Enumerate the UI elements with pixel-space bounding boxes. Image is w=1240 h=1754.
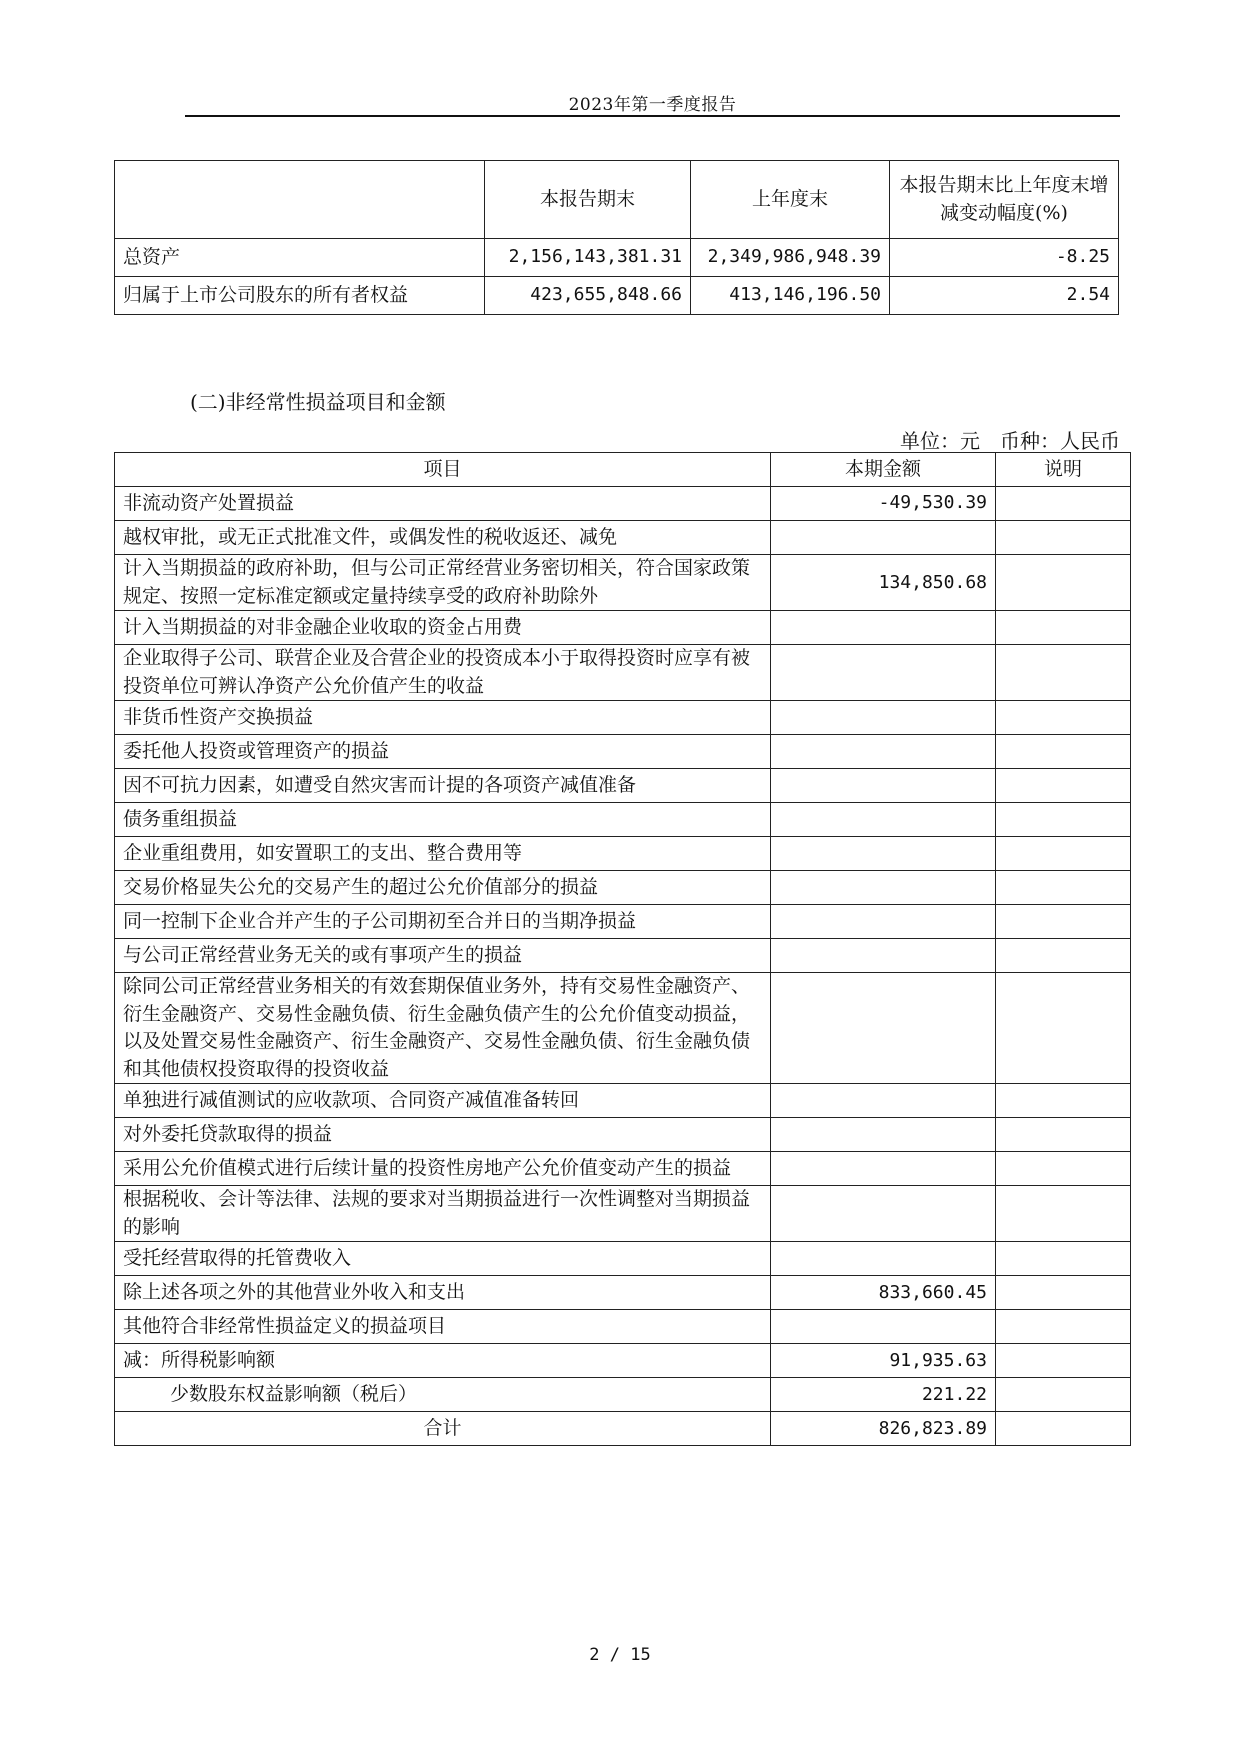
row-note <box>996 871 1131 905</box>
row-amount: 134,850.68 <box>771 555 996 611</box>
row-note <box>996 611 1131 645</box>
balance-row <box>115 239 1119 277</box>
row-amount <box>771 735 996 769</box>
balance-header-prior: 上年度末 <box>691 161 890 239</box>
table-row <box>115 1276 1131 1310</box>
row-amount <box>771 837 996 871</box>
row-item: 采用公允价值模式进行后续计量的投资性房地产公允价值变动产生的损益 <box>115 1152 771 1186</box>
row-note <box>996 905 1131 939</box>
balance-label: 总资产 <box>115 239 485 277</box>
balance-label: 归属于上市公司股东的所有者权益 <box>115 277 485 315</box>
row-amount: -49,530.39 <box>771 487 996 521</box>
row-item: 非货币性资产交换损益 <box>115 701 771 735</box>
row-item: 其他符合非经常性损益定义的损益项目 <box>115 1310 771 1344</box>
balance-header-change: 本报告期末比上年度末增减变动幅度(%) <box>890 161 1119 239</box>
row-amount <box>771 1310 996 1344</box>
table-row <box>115 487 1131 521</box>
currency-unit: 单位：元 币种：人民币 <box>900 429 1120 453</box>
row-note <box>996 1186 1131 1242</box>
row-amount <box>771 1186 996 1242</box>
report-title: 2023年第一季度报告 <box>568 95 737 115</box>
row-item: 对外委托贷款取得的损益 <box>115 1118 771 1152</box>
table-row <box>115 803 1131 837</box>
row-amount <box>771 769 996 803</box>
nonrecurring-header-row <box>115 453 1131 487</box>
table-row <box>115 611 1131 645</box>
row-note <box>996 1412 1131 1446</box>
header-item: 项目 <box>115 453 771 487</box>
table-row <box>115 905 1131 939</box>
row-item: 同一控制下企业合并产生的子公司期初至合并日的当期净损益 <box>115 905 771 939</box>
row-amount <box>771 803 996 837</box>
table-row <box>115 1084 1131 1118</box>
row-amount: 826,823.89 <box>771 1412 996 1446</box>
row-amount <box>771 1118 996 1152</box>
row-amount <box>771 701 996 735</box>
row-note <box>996 1344 1131 1378</box>
table-row <box>115 1118 1131 1152</box>
row-amount <box>771 521 996 555</box>
row-item: 企业重组费用，如安置职工的支出、整合费用等 <box>115 837 771 871</box>
row-amount <box>771 1152 996 1186</box>
balance-current: 423,655,848.66 <box>485 277 691 315</box>
row-item: 委托他人投资或管理资产的损益 <box>115 735 771 769</box>
row-note <box>996 1084 1131 1118</box>
row-note <box>996 1118 1131 1152</box>
row-item: 与公司正常经营业务无关的或有事项产生的损益 <box>115 939 771 973</box>
table-row <box>115 521 1131 555</box>
row-note <box>996 645 1131 701</box>
row-note <box>996 1152 1131 1186</box>
section-heading: (二)非经常性损益项目和金额 <box>190 390 446 414</box>
row-note <box>996 837 1131 871</box>
balance-table <box>114 160 1119 315</box>
row-amount <box>771 973 996 1084</box>
row-item: 少数股东权益影响额（税后） <box>115 1378 771 1412</box>
row-item: 非流动资产处置损益 <box>115 487 771 521</box>
row-amount: 221.22 <box>771 1378 996 1412</box>
nonrecurring-table <box>114 452 1131 1446</box>
row-amount <box>771 1242 996 1276</box>
row-item: 受托经营取得的托管费收入 <box>115 1242 771 1276</box>
row-amount <box>771 611 996 645</box>
row-amount <box>771 905 996 939</box>
row-note <box>996 1242 1131 1276</box>
table-row <box>115 769 1131 803</box>
table-row <box>115 701 1131 735</box>
balance-current: 2,156,143,381.31 <box>485 239 691 277</box>
row-amount <box>771 645 996 701</box>
table-row <box>115 871 1131 905</box>
balance-row <box>115 277 1119 315</box>
balance-header-row <box>115 161 1119 239</box>
row-amount: 833,660.45 <box>771 1276 996 1310</box>
row-item: 合计 <box>115 1412 771 1446</box>
table-row <box>115 1186 1131 1242</box>
table-row <box>115 645 1131 701</box>
row-note <box>996 1378 1131 1412</box>
row-item: 根据税收、会计等法律、法规的要求对当期损益进行一次性调整对当期损益的影响 <box>115 1186 771 1242</box>
row-item: 越权审批，或无正式批准文件，或偶发性的税收返还、减免 <box>115 521 771 555</box>
table-row <box>115 1310 1131 1344</box>
balance-change: 2.54 <box>890 277 1119 315</box>
row-item: 单独进行减值测试的应收款项、合同资产减值准备转回 <box>115 1084 771 1118</box>
page-number: 2 / 15 <box>589 1645 651 1665</box>
row-note <box>996 701 1131 735</box>
table-row <box>115 735 1131 769</box>
table-row <box>115 973 1131 1084</box>
row-note <box>996 1276 1131 1310</box>
balance-change: -8.25 <box>890 239 1119 277</box>
table-row <box>115 1344 1131 1378</box>
table-row <box>115 837 1131 871</box>
balance-prior: 2,349,986,948.39 <box>691 239 890 277</box>
row-item: 计入当期损益的对非金融企业收取的资金占用费 <box>115 611 771 645</box>
table-row <box>115 1242 1131 1276</box>
header-note: 说明 <box>996 453 1131 487</box>
row-note <box>996 487 1131 521</box>
table-row <box>115 1412 1131 1446</box>
row-note <box>996 973 1131 1084</box>
row-note <box>996 939 1131 973</box>
row-amount <box>771 871 996 905</box>
table-row <box>115 555 1131 611</box>
row-amount <box>771 939 996 973</box>
row-note <box>996 803 1131 837</box>
row-item: 交易价格显失公允的交易产生的超过公允价值部分的损益 <box>115 871 771 905</box>
row-note <box>996 735 1131 769</box>
balance-prior: 413,146,196.50 <box>691 277 890 315</box>
balance-header-current: 本报告期末 <box>485 161 691 239</box>
row-item: 企业取得子公司、联营企业及合营企业的投资成本小于取得投资时应享有被投资单位可辨认净资产公允价值产生的收益 <box>115 645 771 701</box>
row-note <box>996 555 1131 611</box>
header-divider <box>185 115 1120 117</box>
row-amount: 91,935.63 <box>771 1344 996 1378</box>
row-item: 减：所得税影响额 <box>115 1344 771 1378</box>
row-item: 债务重组损益 <box>115 803 771 837</box>
row-item: 计入当期损益的政府补助，但与公司正常经营业务密切相关，符合国家政策规定、按照一定标准定额或定量持续享受的政府补助除外 <box>115 555 771 611</box>
row-note <box>996 521 1131 555</box>
row-note <box>996 1310 1131 1344</box>
table-row <box>115 939 1131 973</box>
row-item: 因不可抗力因素，如遭受自然灾害而计提的各项资产减值准备 <box>115 769 771 803</box>
row-note <box>996 769 1131 803</box>
balance-header-item <box>115 161 485 239</box>
table-row <box>115 1152 1131 1186</box>
header-amount: 本期金额 <box>771 453 996 487</box>
row-item: 除同公司正常经营业务相关的有效套期保值业务外，持有交易性金融资产、衍生金融资产、交易性金融负债、衍生金融负债产生的公允价值变动损益，以及处置交易性金融资产、衍生金融资产、交易性金融负债、衍生金融负债和其他债权投资取得的投资收益 <box>115 973 771 1084</box>
row-amount <box>771 1084 996 1118</box>
row-item: 除上述各项之外的其他营业外收入和支出 <box>115 1276 771 1310</box>
table-row <box>115 1378 1131 1412</box>
